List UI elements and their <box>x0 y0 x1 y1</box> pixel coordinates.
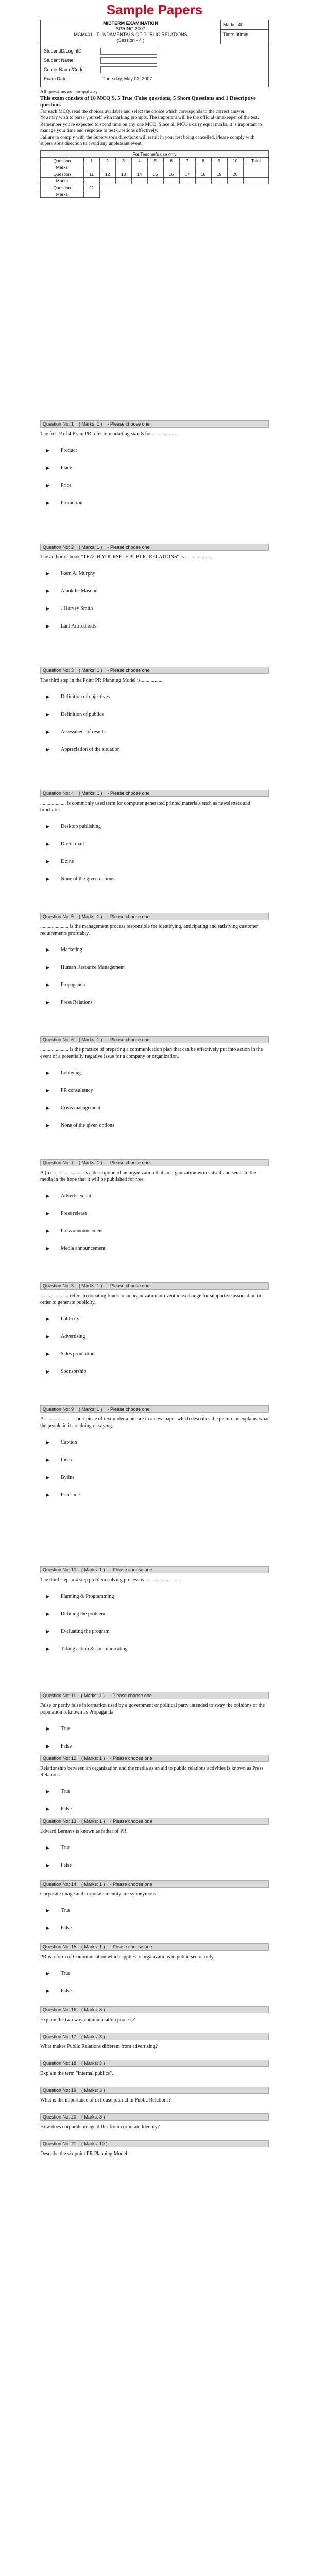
q-num: 2 <box>99 157 115 164</box>
answer-option[interactable] <box>46 1839 269 1856</box>
marks-row-q2 <box>41 171 269 177</box>
q-num: 21 <box>83 184 99 191</box>
bullet-arrow-icon: ▶ <box>46 1646 50 1651</box>
answer-option-label: True <box>61 1788 71 1794</box>
bullet-arrow-icon: ▶ <box>46 1369 50 1374</box>
bullet-arrow-icon: ▶ <box>46 859 50 864</box>
question-header: Question No: 4 ( Marks: 1 ) - Please choose one <box>40 790 269 797</box>
bullet-arrow-icon: ▶ <box>46 1988 50 1993</box>
question-header: Question No: 13 ( Marks: 1 ) - Please choose one <box>40 1818 269 1825</box>
question-text: ...................... refers to donating funds to an organization or event in exchange for supportive association in order to generate publicity. <box>40 1293 261 1306</box>
bullet-arrow-icon: ▶ <box>46 1228 50 1233</box>
answer-option-label: Media announcement <box>61 1245 106 1251</box>
question-block <box>40 1566 269 1657</box>
q-num: 6 <box>163 157 179 164</box>
bullet-arrow-icon: ▶ <box>46 465 50 470</box>
answer-option-label: Place <box>61 465 72 471</box>
bullet-arrow-icon: ▶ <box>46 1806 50 1811</box>
answer-option[interactable] <box>46 477 269 494</box>
answer-option-label: Propaganda <box>61 981 85 988</box>
marks-row-m3 <box>41 191 269 197</box>
answer-option[interactable] <box>46 1605 269 1622</box>
question-text: The third step in 4 step problem solving process is .......................... <box>40 1577 179 1583</box>
answer-option[interactable] <box>46 1982 269 1999</box>
answer-option[interactable] <box>46 853 269 870</box>
answer-option[interactable] <box>46 1856 269 1874</box>
question-block <box>40 1036 269 1134</box>
question-text: Edward Bernays is known as father of PR. <box>40 1828 128 1834</box>
question-block <box>40 1755 269 1818</box>
answer-option[interactable] <box>46 1720 269 1737</box>
student-id-label: StudentID/LoginID: <box>44 48 83 54</box>
question-text: What makes Public Relations different from advertising? <box>40 2044 158 2049</box>
question-text: ...................... is the practice of preparing a communication plan that can be effectively put into action in the event of a potentially negative issue for a company or organization. <box>40 1047 263 1059</box>
bullet-arrow-icon: ▶ <box>46 841 50 846</box>
marks-row-m1 <box>41 164 269 171</box>
answer-option-label: Crisis management <box>61 1105 100 1111</box>
question-text: .................... is commonly used term for computer generated printed materials such as newsletters and brochures. <box>40 801 250 813</box>
exam-header-side <box>221 20 268 44</box>
bullet-arrow-icon: ▶ <box>46 1211 50 1216</box>
question-text: The author of book "TEACH YOURSELF PUBLIC RELATIONS" is ....................... <box>40 554 215 560</box>
question-text: False or partly false information used by a government or political party intended to sway the opinions of the population is known as Propaganda. <box>40 1703 265 1715</box>
answer-option[interactable] <box>46 740 269 758</box>
answer-option[interactable] <box>46 941 269 958</box>
question-block <box>40 2113 269 2134</box>
question-header: Question No: 19 ( Marks: 3 ) <box>40 2087 269 2094</box>
answer-option-label: True <box>61 1970 71 1976</box>
answer-option[interactable] <box>46 976 269 993</box>
marks-table-caption: For Teacher's use only <box>41 150 269 157</box>
q-num: 16 <box>163 171 179 177</box>
question-header: Question No: 14 ( Marks: 1 ) - Please choose one <box>40 1880 269 1888</box>
question-text: ...................... is the management process responsible for identifying, anticipating and satisfying customer requirements profitably. <box>40 924 259 936</box>
bullet-arrow-icon: ▶ <box>46 711 50 717</box>
question-header: Question No: 18 ( Marks: 3 ) <box>40 2060 269 2067</box>
bullet-arrow-icon: ▶ <box>46 1457 50 1462</box>
bullet-arrow-icon: ▶ <box>46 1845 50 1850</box>
answer-option-label: Evaluating the program <box>61 1628 110 1634</box>
q-num: 17 <box>179 171 195 177</box>
answer-option-label: False <box>61 1806 72 1812</box>
question-text: Relationship between an organization and the media as an aid to public relations activities is known as Press Relations. <box>40 1766 264 1778</box>
answer-option-label: Appreciation of the situation <box>61 746 120 752</box>
question-header: Question No: 10 ( Marks: 1 ) - Please choose one <box>40 1566 269 1573</box>
bullet-arrow-icon: ▶ <box>46 571 50 576</box>
question-header: Question No: 6 ( Marks: 1 ) - Please choose one <box>40 1036 269 1043</box>
question-header: Question No: 7 ( Marks: 1 ) - Please choose one <box>40 1159 269 1166</box>
teacher-marks-table <box>40 150 269 198</box>
answer-option-label: Defining the problem <box>61 1611 106 1617</box>
bullet-arrow-icon: ▶ <box>46 1123 50 1128</box>
answer-option-label: False <box>61 1743 72 1749</box>
row-label: Marks <box>41 191 84 197</box>
bullet-arrow-icon: ▶ <box>46 1789 50 1794</box>
bullet-arrow-icon: ▶ <box>46 964 50 970</box>
q-num: 9 <box>211 157 227 164</box>
bullet-arrow-icon: ▶ <box>46 1070 50 1075</box>
question-header: Question No: 21 ( Marks: 10 ) <box>40 2140 269 2147</box>
answer-option[interactable] <box>46 1310 269 1328</box>
question-header: Question No: 9 ( Marks: 1 ) - Please choose one <box>40 1405 269 1413</box>
question-block <box>40 1692 269 1755</box>
answer-option[interactable] <box>46 1587 269 1605</box>
answer-option-label: True <box>61 1907 71 1913</box>
bullet-arrow-icon: ▶ <box>46 483 50 488</box>
question-text: Explain the term "internal publics". <box>40 2071 113 2076</box>
answer-option[interactable] <box>46 1116 269 1134</box>
question-header: Question No: 11 ( Marks: 1 ) - Please choose one <box>40 1692 269 1699</box>
answer-option-label: Caption <box>61 1439 77 1445</box>
answer-option-label: Planning & Programming <box>61 1593 114 1599</box>
answer-option-label: None of the given options <box>61 1122 114 1128</box>
marks-row-m2 <box>41 177 269 184</box>
answer-option-label: Alaukthe Masood <box>61 588 98 594</box>
bullet-arrow-icon: ▶ <box>46 1193 50 1198</box>
question-text: Corporate image and corporate identity are synonymous. <box>40 1891 158 1897</box>
bullet-arrow-icon: ▶ <box>46 947 50 952</box>
question-block <box>40 1282 269 1380</box>
q-num: 1 <box>83 157 99 164</box>
bullet-arrow-icon: ▶ <box>46 500 50 505</box>
bullet-arrow-icon: ▶ <box>46 1351 50 1357</box>
student-name-field[interactable] <box>100 57 157 64</box>
answer-option[interactable] <box>46 705 269 723</box>
instruction-5: Remember you're expected to spend time on any one MCQ. Since all MCQ's carry equal marks, it is important to manage your time and response to test questions effectively. <box>40 122 262 133</box>
answer-option-label: True <box>61 1725 71 1732</box>
answer-option[interactable] <box>46 442 269 459</box>
total-marks: Marks: 40 <box>221 20 268 30</box>
question-block <box>40 1405 269 1503</box>
bullet-arrow-icon: ▶ <box>46 448 50 453</box>
instruction-2: This exam consists of 10 MCQ'S, 5 True /False questions, 5 Short Questions and 1 Descriptive question. <box>40 95 256 108</box>
answer-option[interactable] <box>46 1187 269 1205</box>
q-total: Total <box>243 157 268 164</box>
answer-option[interactable] <box>46 1640 269 1657</box>
bullet-arrow-icon: ▶ <box>46 1862 50 1868</box>
answer-option-label: Marketing <box>61 946 82 953</box>
row-label: Question <box>41 184 84 191</box>
q-num: 7 <box>179 157 195 164</box>
question-block <box>40 2033 269 2054</box>
course-section: (Session - 4 ) <box>116 38 145 43</box>
exam-time: Time: 90min <box>223 32 249 37</box>
bullet-arrow-icon: ▶ <box>46 1316 50 1321</box>
bullet-arrow-icon: ▶ <box>46 1492 50 1497</box>
question-header: Question No: 8 ( Marks: 1 ) - Please choose one <box>40 1282 269 1290</box>
question-block <box>40 790 269 888</box>
answer-option-label: Index <box>61 1456 73 1463</box>
answer-option-label: E zine <box>61 858 74 865</box>
question-text: Explain the two way communication process? <box>40 2017 135 2023</box>
instruction-3: For each MCQ, read the choices available and select the choice which corresponds to the correct answer. <box>40 109 246 114</box>
bullet-arrow-icon: ▶ <box>46 606 50 611</box>
answer-option-label: True <box>61 1844 71 1851</box>
answer-option-label: Print line <box>61 1492 80 1498</box>
answer-option[interactable] <box>46 1205 269 1222</box>
answer-option-label: Sponsorship <box>61 1368 87 1375</box>
answer-option[interactable] <box>46 870 269 888</box>
question-block <box>40 2140 269 2161</box>
answer-option-label: None of the given options <box>61 876 114 882</box>
answer-option[interactable] <box>46 1800 269 1818</box>
question-text: PR is a form of Communication which applies to organizations in public sector only. <box>40 1954 215 1960</box>
answer-option-label: False <box>61 1862 72 1868</box>
question-block <box>40 1943 269 1999</box>
center-field[interactable] <box>100 66 157 73</box>
bullet-arrow-icon: ▶ <box>46 729 50 734</box>
answer-option-label: Product <box>61 447 77 453</box>
bullet-arrow-icon: ▶ <box>46 982 50 987</box>
question-text: A (n) ........................ is a description of an organization that an organization writes itself and sends to the media in the hope that it will be published for free. <box>40 1170 256 1182</box>
bullet-arrow-icon: ▶ <box>46 1971 50 1976</box>
q-num: 3 <box>115 157 131 164</box>
question-text: A ...................... short piece of text under a picture in a newspaper which describes the picture or explains what the people in it are doing or saying. <box>40 1416 269 1429</box>
bullet-arrow-icon: ▶ <box>46 1611 50 1616</box>
bullet-arrow-icon: ▶ <box>46 1629 50 1634</box>
bullet-arrow-icon: ▶ <box>46 876 50 882</box>
answer-option[interactable] <box>46 723 269 740</box>
answer-option[interactable] <box>46 1222 269 1240</box>
row-label: Marks <box>41 177 84 184</box>
answer-option[interactable] <box>46 1964 269 1982</box>
answer-option-label: PR consultancy <box>61 1087 93 1093</box>
bullet-arrow-icon: ▶ <box>46 694 50 699</box>
course-title: MCM401 - FUNDAMENTALS OF PUBLIC RELATIONS <box>74 32 187 37</box>
bullet-arrow-icon: ▶ <box>46 1105 50 1110</box>
answer-option[interactable] <box>46 617 269 635</box>
answer-option-label: Press announcement <box>61 1228 103 1234</box>
q-num: 11 <box>83 171 99 177</box>
answer-option[interactable] <box>46 1328 269 1345</box>
exam-type: MIDTERM EXAMINATION <box>103 21 158 26</box>
q-num: 18 <box>195 171 211 177</box>
exam-paper <box>40 20 269 198</box>
bullet-arrow-icon: ▶ <box>46 999 50 1005</box>
row-label: Question <box>41 157 84 164</box>
bullet-arrow-icon: ▶ <box>46 1726 50 1731</box>
answer-option-label: Lobbying <box>61 1070 81 1076</box>
row-label: Question <box>41 171 84 177</box>
bullet-arrow-icon: ▶ <box>46 588 50 594</box>
answer-option-label: Press release <box>61 1210 88 1216</box>
question-header: Question No: 1 ( Marks: 1 ) - Please choose one <box>40 420 269 428</box>
answer-option[interactable] <box>46 835 269 853</box>
answer-option[interactable] <box>46 1099 269 1116</box>
bullet-arrow-icon: ▶ <box>46 1088 50 1093</box>
answer-option-label: Ikem A. Murphy <box>61 570 95 577</box>
bullet-arrow-icon: ▶ <box>46 1594 50 1599</box>
question-block <box>40 2087 269 2108</box>
question-header: Question No: 17 ( Marks: 3 ) <box>40 2033 269 2040</box>
answer-option[interactable] <box>46 494 269 512</box>
answer-option-label: Lanl Aitrrednods <box>61 623 96 629</box>
answer-option-label: Taking action & communicating <box>61 1646 128 1652</box>
bullet-arrow-icon: ▶ <box>46 1439 50 1445</box>
question-block <box>40 420 269 512</box>
question-block <box>40 1159 269 1257</box>
answer-option[interactable] <box>46 1902 269 1919</box>
q-num: 20 <box>227 171 243 177</box>
answer-option[interactable] <box>46 1737 269 1755</box>
question-block <box>40 2006 269 2027</box>
answer-option[interactable] <box>46 600 269 617</box>
answer-option-label: Byline <box>61 1474 75 1480</box>
exam-header <box>40 20 269 44</box>
answer-option-label: False <box>61 1988 72 1994</box>
student-id-field[interactable] <box>100 48 157 55</box>
answer-option[interactable] <box>46 1451 269 1468</box>
exam-header-main <box>41 20 221 44</box>
question-header: Question No: 12 ( Marks: 1 ) - Please choose one <box>40 1755 269 1762</box>
question-block <box>40 913 269 1011</box>
center-label: Center Name/Code: <box>44 67 85 72</box>
answer-option[interactable] <box>46 1486 269 1503</box>
answer-option[interactable] <box>46 1363 269 1380</box>
answer-option-label: Advertising <box>61 1333 85 1340</box>
q-num: 10 <box>227 157 243 164</box>
answer-option[interactable] <box>46 1622 269 1640</box>
q-num: 5 <box>147 157 163 164</box>
answer-option[interactable] <box>46 688 269 705</box>
answer-option-label: Price <box>61 482 72 488</box>
answer-option-label: Advertisement <box>61 1193 91 1199</box>
answer-option-label: Assessment of results <box>61 728 106 735</box>
answer-option[interactable] <box>46 1081 269 1099</box>
student-info <box>40 44 269 87</box>
answer-option[interactable] <box>46 1240 269 1257</box>
answer-option[interactable] <box>46 958 269 976</box>
question-block <box>40 1818 269 1874</box>
q-num: 14 <box>131 171 147 177</box>
answer-option[interactable] <box>46 1433 269 1451</box>
question-text: The third step in the Point PR Planning Model is ................ <box>40 677 163 683</box>
page-title: Sample Papers <box>106 2 203 18</box>
question-block <box>40 1880 269 1937</box>
answer-option-label: Sales promotion <box>61 1351 95 1357</box>
q-num: 12 <box>99 171 115 177</box>
student-name-label: Student Name: <box>44 58 75 63</box>
answer-option[interactable] <box>46 818 269 835</box>
answer-option-label: Desktop publishing <box>61 823 101 829</box>
answer-option[interactable] <box>46 993 269 1011</box>
answer-option-label: Definition of publics <box>61 711 104 717</box>
question-header: Question No: 15 ( Marks: 1 ) - Please choose one <box>40 1943 269 1951</box>
instruction-4: You may wish to parse yourself with marking prompts. The important will be the official timekeeper of the test. <box>40 115 259 121</box>
question-text: What is the importance of in house journal in Public Relations? <box>40 2097 171 2103</box>
bullet-arrow-icon: ▶ <box>46 1246 50 1251</box>
question-block <box>40 667 269 758</box>
answer-option[interactable] <box>46 565 269 582</box>
q-num: 13 <box>115 171 131 177</box>
marks-row-q1 <box>41 157 269 164</box>
bullet-arrow-icon: ▶ <box>46 1475 50 1480</box>
marks-row-q3 <box>41 184 269 191</box>
answer-option-label: False <box>61 1925 72 1931</box>
question-text: The first P of 4 P's in PR refer to marketing stands for .................. <box>40 431 176 437</box>
answer-option[interactable] <box>46 1783 269 1800</box>
exam-date-label: Exam Date: <box>44 76 68 81</box>
bullet-arrow-icon: ▶ <box>46 1334 50 1339</box>
row-label: Marks <box>41 164 84 171</box>
answer-option-label: Promotion <box>61 500 83 506</box>
answer-option[interactable] <box>46 582 269 600</box>
instructions <box>40 89 269 147</box>
answer-option-label: Publicity <box>61 1316 80 1322</box>
bullet-arrow-icon: ▶ <box>46 1908 50 1913</box>
q-num: 19 <box>211 171 227 177</box>
answer-option-label: Definition of objectives <box>61 693 110 700</box>
answer-option[interactable] <box>46 1919 269 1937</box>
answer-option-label: Press Relations <box>61 999 93 1005</box>
bullet-arrow-icon: ▶ <box>46 824 50 829</box>
instruction-1: All questions are compulsory. <box>40 90 99 95</box>
exam-date-value: Thursday, May 03, 2007 <box>102 76 152 81</box>
answer-option-label: J Harvey Smith <box>61 605 93 612</box>
question-header: Question No: 16 ( Marks: 3 ) <box>40 2006 269 2013</box>
question-header: Question No: 20 ( Marks: 3 ) <box>40 2113 269 2121</box>
question-header: Question No: 2 ( Marks: 1 ) - Please choose one <box>40 544 269 551</box>
bullet-arrow-icon: ▶ <box>46 623 50 629</box>
question-header: Question No: 3 ( Marks: 1 ) - Please choose one <box>40 667 269 674</box>
instruction-6: Failure to comply with the Supervisor's directions will result in your test being cancelled. Please comply with supervisor's direction to avoid any unpleasant event. <box>40 134 255 146</box>
q-num: 4 <box>131 157 147 164</box>
answer-option[interactable] <box>46 459 269 477</box>
q-num: 8 <box>195 157 211 164</box>
question-block <box>40 2060 269 2081</box>
question-block <box>40 544 269 635</box>
exam-session: SPRING 2007 <box>115 26 146 31</box>
answer-option[interactable] <box>46 1345 269 1363</box>
question-text: How does corporate image differ from corporate Identity? <box>40 2124 160 2130</box>
bullet-arrow-icon: ▶ <box>46 1925 50 1930</box>
question-header: Question No: 5 ( Marks: 1 ) - Please choose one <box>40 913 269 920</box>
bullet-arrow-icon: ▶ <box>46 747 50 752</box>
answer-option-label: Direct mail <box>61 841 84 847</box>
answer-option-label: Human Resource Management <box>61 964 125 970</box>
answer-option[interactable] <box>46 1468 269 1486</box>
question-text: Describe the six point PR Planning Model. <box>40 2151 129 2157</box>
bullet-arrow-icon: ▶ <box>46 1743 50 1749</box>
answer-option[interactable] <box>46 1064 269 1081</box>
q-num: 15 <box>147 171 163 177</box>
